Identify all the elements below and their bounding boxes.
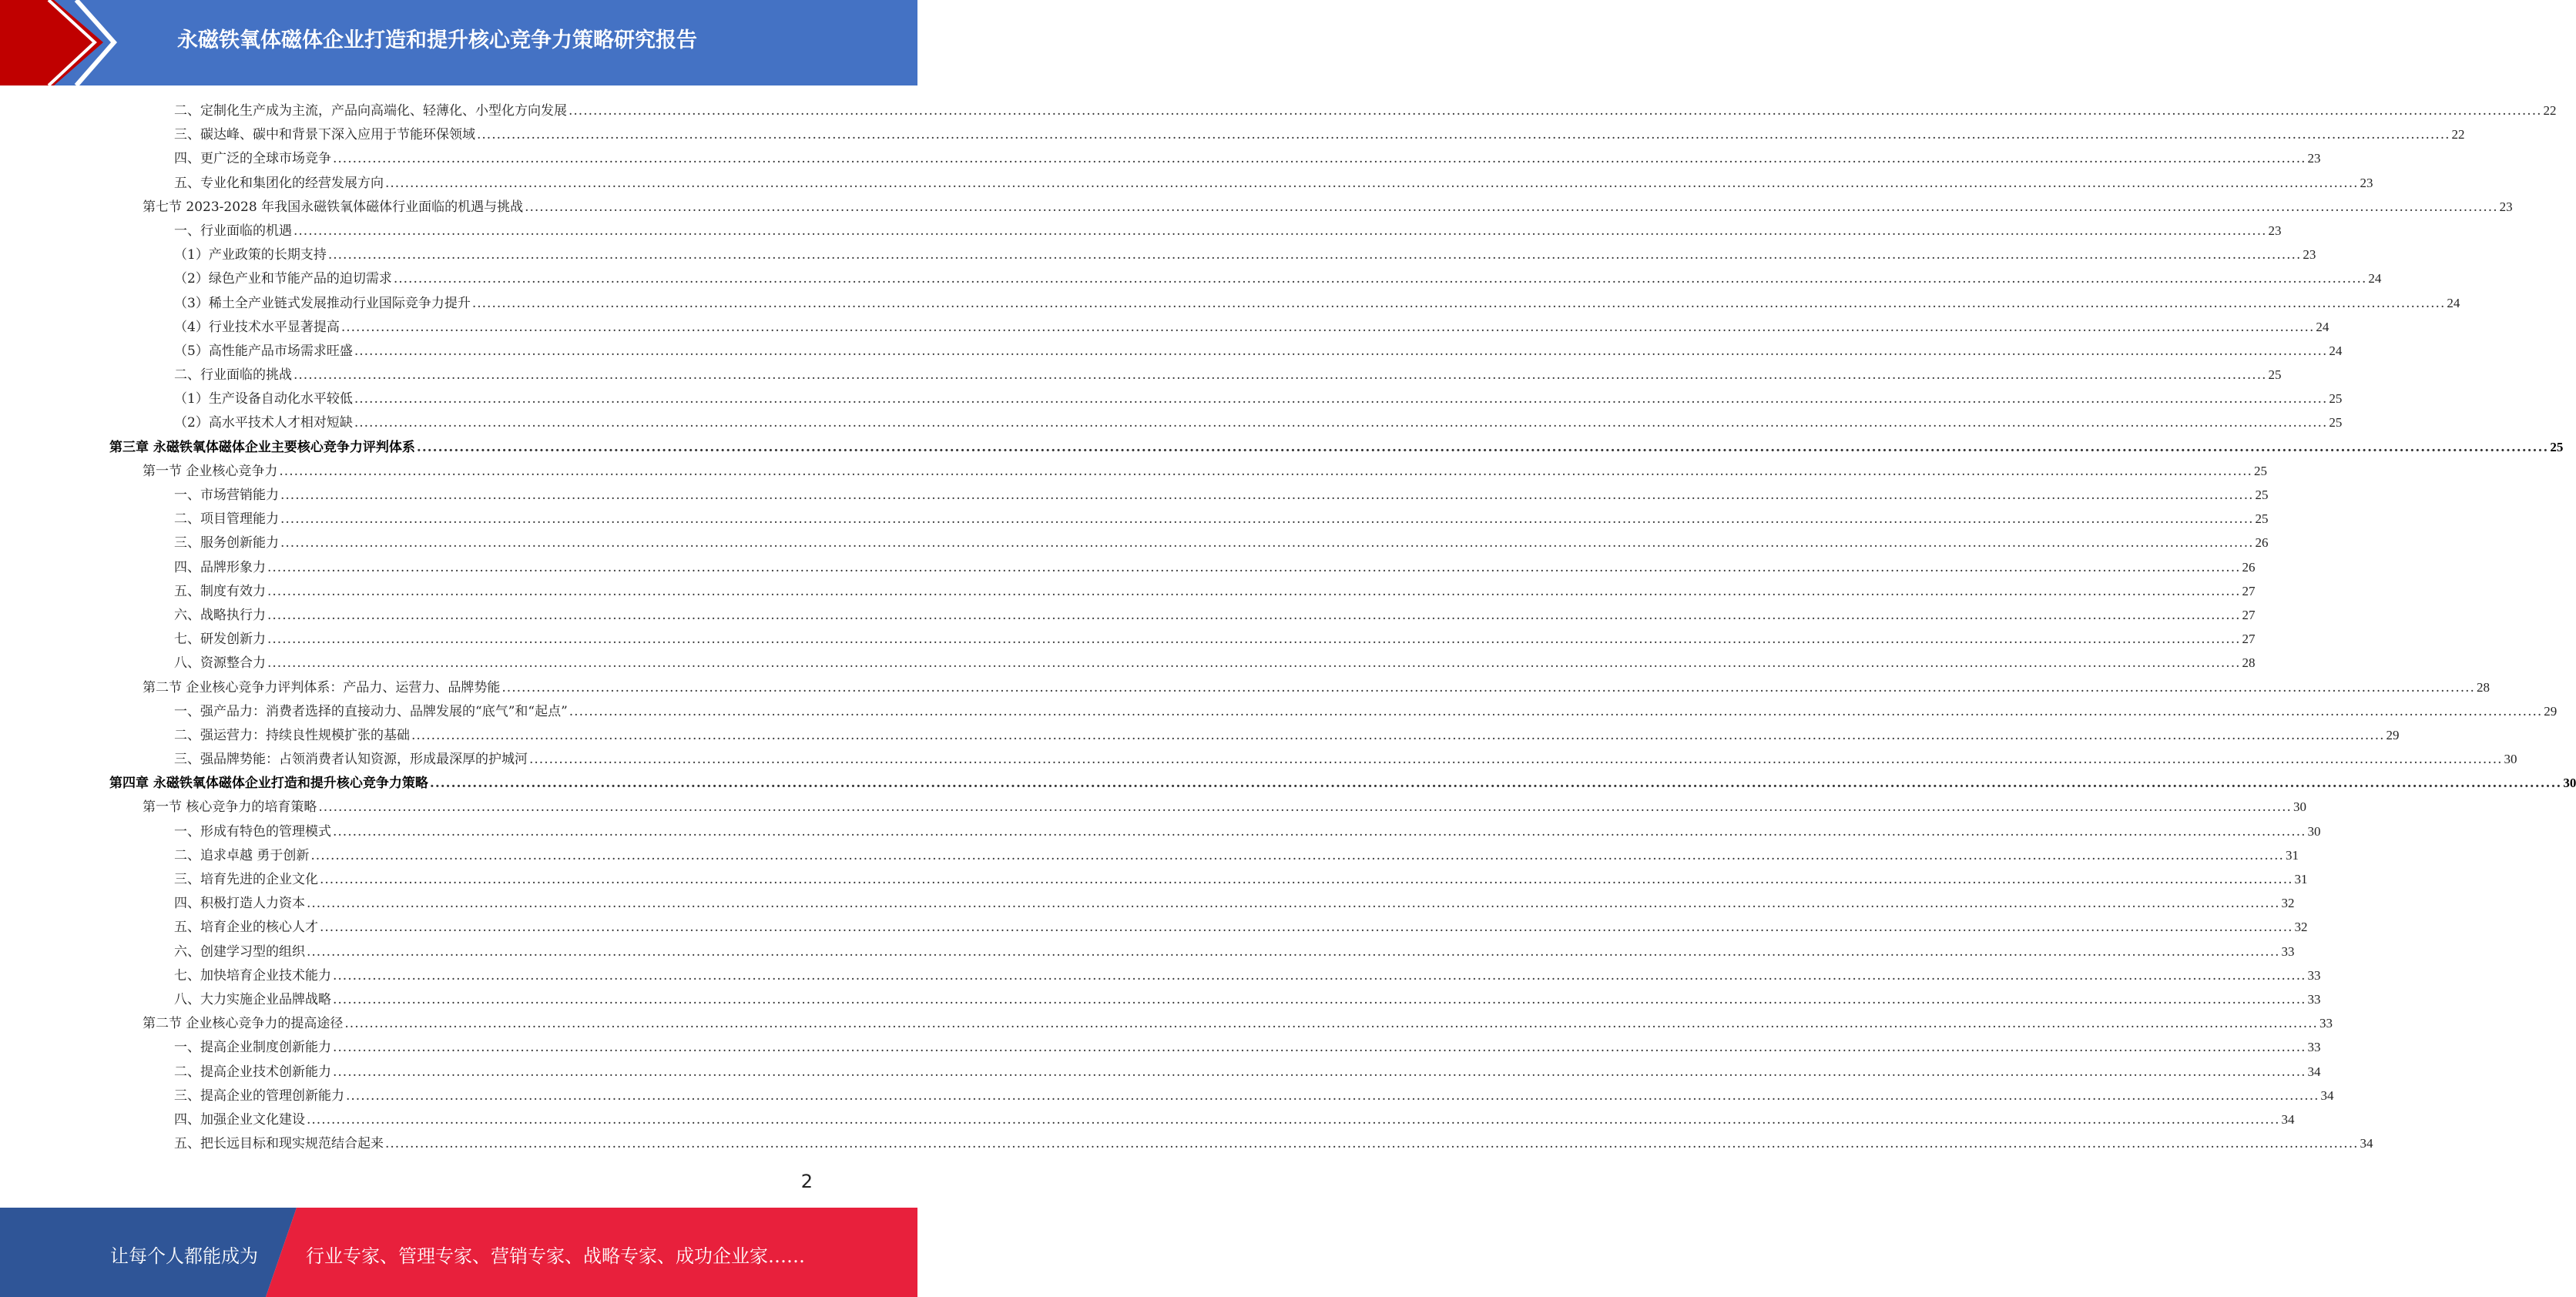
toc-entry[interactable] xyxy=(109,627,2256,651)
toc-entry-page: 25 xyxy=(2255,488,2269,502)
footer-slogan-right: 行业专家、管理专家、营销专家、战略专家、成功企业家…… xyxy=(306,1245,805,1267)
toc-entry[interactable] xyxy=(109,1011,2333,1035)
toc-entry[interactable] xyxy=(109,1131,2373,1155)
dot-leader: ................................................................................................................................................................................................................................................................................................................................................................................................................ xyxy=(569,103,2542,119)
dot-leader: ................................................................................................................................................................................................................................................................................................................................................................................................................ xyxy=(318,799,2292,816)
toc-entry-page: 23 xyxy=(2307,151,2321,166)
toc-entry[interactable] xyxy=(109,99,2557,122)
dot-leader: ................................................................................................................................................................................................................................................................................................................................................................................................................ xyxy=(340,319,2315,335)
toc-entry-page: 34 xyxy=(2281,1111,2295,1127)
toc-entry-title: 五、专业化和集团化的经营发展方向 xyxy=(174,175,384,191)
toc-entry-page: 33 xyxy=(2307,967,2321,983)
toc-entry-page: 31 xyxy=(2294,872,2308,886)
toc-entry[interactable] xyxy=(109,339,2343,363)
dot-leader: ................................................................................................................................................................................................................................................................................................................................................................................................................ xyxy=(354,415,2328,431)
dot-leader: ................................................................................................................................................................................................................................................................................................................................................................................................................ xyxy=(525,199,2498,215)
toc-entry-title: 二、提高企业技术创新能力 xyxy=(174,1064,331,1080)
toc-entry[interactable] xyxy=(109,867,2308,891)
toc-entry[interactable] xyxy=(109,795,2306,819)
dot-leader: ................................................................................................................................................................................................................................................................................................................................................................................................................ xyxy=(416,439,2549,455)
toc-entry[interactable] xyxy=(109,243,2316,266)
dot-leader: ................................................................................................................................................................................................................................................................................................................................................................................................................ xyxy=(569,703,2543,719)
toc-entry-title: 五、培育企业的核心人才 xyxy=(174,920,318,936)
toc-entry-page: 23 xyxy=(2303,247,2316,263)
toc-entry-page: 24 xyxy=(2329,343,2343,358)
toc-entry-page: 34 xyxy=(2307,1064,2321,1079)
toc-entry-title: 一、形成有特色的管理模式 xyxy=(174,823,331,840)
toc-entry[interactable] xyxy=(109,651,2256,675)
toc-entry-page: 27 xyxy=(2242,607,2256,622)
toc-entry-page: 23 xyxy=(2268,223,2282,238)
toc-entry[interactable] xyxy=(109,122,2465,146)
report-title: 永磁铁氧体磁体企业打造和提升核心竞争力策略研究报告 xyxy=(177,28,697,52)
toc-entry-title: 五、制度有效力 xyxy=(174,583,266,599)
toc-entry-title: 三、碳达峰、碳中和背景下深入应用于节能环保领域 xyxy=(174,127,475,143)
toc-entry-title: 二、项目管理能力 xyxy=(174,511,279,528)
toc-entry-title: 五、把长远目标和现实规范结合起来 xyxy=(174,1136,384,1152)
dot-leader: ................................................................................................................................................................................................................................................................................................................................................................................................................ xyxy=(344,1016,2318,1032)
toc-entry[interactable] xyxy=(109,387,2343,411)
toc-entry[interactable] xyxy=(109,675,2490,699)
toc-entry-title: 七、研发创新力 xyxy=(174,632,266,648)
toc-entry-title: 第四章 永磁铁氧体磁体企业打造和提升核心竞争力策略 xyxy=(109,776,428,792)
dot-leader: ................................................................................................................................................................................................................................................................................................................................................................................................................ xyxy=(267,583,2241,599)
toc-entry-title: 四、积极打造人力资本 xyxy=(174,896,305,912)
dot-leader: ................................................................................................................................................................................................................................................................................................................................................................................................................ xyxy=(310,847,2284,863)
toc-entry[interactable] xyxy=(109,411,2343,434)
toc-entry-page: 30 xyxy=(2293,799,2306,815)
toc-entry[interactable] xyxy=(109,146,2321,170)
toc-entry[interactable] xyxy=(109,435,2564,459)
toc-entry-page: 23 xyxy=(2360,175,2373,190)
dot-leader: ................................................................................................................................................................................................................................................................................................................................................................................................................ xyxy=(320,920,2293,936)
dot-leader: ................................................................................................................................................................................................................................................................................................................................................................................................................ xyxy=(393,271,2367,287)
toc-entry[interactable] xyxy=(109,915,2308,939)
toc-entry-title: 第二节 企业核心竞争力评判体系：产品力、运营力、品牌势能 xyxy=(143,679,501,695)
toc-entry-page: 27 xyxy=(2242,632,2256,647)
toc-entry[interactable] xyxy=(109,555,2256,579)
toc-entry-title: 二、定制化生产成为主流，产品向高端化、轻薄化、小型化方向发展 xyxy=(174,103,567,119)
toc-entry-title: 第一节 企业核心竞争力 xyxy=(143,463,278,479)
dot-leader: ................................................................................................................................................................................................................................................................................................................................................................................................................ xyxy=(333,823,2306,840)
toc-entry[interactable] xyxy=(109,940,2295,964)
toc-entry-title: 二、追求卓越 勇于创新 xyxy=(174,847,310,863)
toc-entry-page: 32 xyxy=(2294,920,2308,935)
footer-slogan-left: 让每个人都能成为 xyxy=(110,1245,258,1267)
toc-entry-title: （1）生产设备自动化水平较低 xyxy=(174,391,353,407)
toc-entry[interactable] xyxy=(109,819,2321,843)
toc-entry-page: 34 xyxy=(2360,1136,2373,1151)
dot-leader: ................................................................................................................................................................................................................................................................................................................................................................................................................ xyxy=(279,463,2252,479)
toc-entry-page: 32 xyxy=(2281,896,2295,911)
toc-entry-title: 三、强品牌势能：占领消费者认知资源，形成最深厚的护城河 xyxy=(174,752,528,768)
toc-entry-page: 28 xyxy=(2242,655,2256,671)
toc-entry-page: 25 xyxy=(2329,391,2343,407)
dot-leader: ................................................................................................................................................................................................................................................................................................................................................................................................................ xyxy=(346,1088,2319,1104)
toc-entry-title: 一、行业面临的机遇 xyxy=(174,223,292,239)
toc-entry[interactable] xyxy=(109,699,2558,723)
dot-leader: ................................................................................................................................................................................................................................................................................................................................................................................................................ xyxy=(307,1111,2280,1128)
toc-entry-title: 一、强产品力：消费者选择的直接动力、品牌发展的“底气”和“起点” xyxy=(174,703,568,719)
toc-entry-page: 30 xyxy=(2504,752,2517,767)
dot-leader: ................................................................................................................................................................................................................................................................................................................................................................................................................ xyxy=(471,295,2446,311)
toc-entry-page: 24 xyxy=(2368,271,2382,287)
toc-entry[interactable] xyxy=(109,1035,2321,1059)
toc-entry-title: （4）行业技术水平显著提高 xyxy=(174,319,340,335)
toc-entry[interactable] xyxy=(109,219,2282,243)
dot-leader: ................................................................................................................................................................................................................................................................................................................................................................................................................ xyxy=(267,559,2241,575)
toc-entry[interactable] xyxy=(109,507,2269,531)
toc-entry-page: 33 xyxy=(2307,991,2321,1007)
page-footer xyxy=(0,1208,917,1297)
toc-entry-title: 第三章 永磁铁氧体磁体企业主要核心竞争力评判体系 xyxy=(109,439,415,455)
dot-leader: ................................................................................................................................................................................................................................................................................................................................................................................................................ xyxy=(280,511,2254,528)
toc-entry[interactable] xyxy=(109,315,2329,339)
toc-entry-title: 六、创建学习型的组织 xyxy=(174,943,305,960)
toc-entry-page: 25 xyxy=(2550,439,2564,454)
toc-entry-title: 八、大力实施企业品牌战略 xyxy=(174,991,331,1007)
dot-leader: ................................................................................................................................................................................................................................................................................................................................................................................................................ xyxy=(333,151,2306,167)
toc-entry[interactable] xyxy=(109,1108,2295,1131)
dot-leader: ................................................................................................................................................................................................................................................................................................................................................................................................................ xyxy=(307,896,2280,912)
toc-entry-page: 30 xyxy=(2307,823,2321,839)
dot-leader: ................................................................................................................................................................................................................................................................................................................................................................................................................ xyxy=(354,343,2328,359)
toc-entry-page: 29 xyxy=(2544,703,2558,719)
toc-entry[interactable] xyxy=(109,843,2299,867)
dot-leader: ................................................................................................................................................................................................................................................................................................................................................................................................................ xyxy=(320,872,2293,887)
toc-entry-page: 25 xyxy=(2255,511,2269,527)
dot-leader: ................................................................................................................................................................................................................................................................................................................................................................................................................ xyxy=(307,943,2280,960)
dot-leader: ................................................................................................................................................................................................................................................................................................................................................................................................................ xyxy=(280,488,2254,503)
toc-entry-page: 25 xyxy=(2268,367,2282,383)
dot-leader: ................................................................................................................................................................................................................................................................................................................................................................................................................ xyxy=(529,752,2503,768)
toc-entry-title: 三、服务创新能力 xyxy=(174,535,279,551)
toc-entry-title: 一、市场营销能力 xyxy=(174,488,279,503)
page-number: 2 xyxy=(800,1171,813,1192)
toc-entry[interactable] xyxy=(109,531,2269,555)
toc-entry[interactable] xyxy=(109,1084,2334,1108)
dot-leader: ................................................................................................................................................................................................................................................................................................................................................................................................................ xyxy=(333,1040,2306,1056)
dot-leader: ................................................................................................................................................................................................................................................................................................................................................................................................................ xyxy=(293,223,2267,239)
dot-leader: ................................................................................................................................................................................................................................................................................................................................................................................................................ xyxy=(267,655,2241,672)
toc-entry-title: （1）产业政策的长期支持 xyxy=(174,247,327,263)
toc-entry-title: 一、提高企业制度创新能力 xyxy=(174,1040,331,1056)
dot-leader: ................................................................................................................................................................................................................................................................................................................................................................................................................ xyxy=(267,632,2241,648)
dot-leader: ................................................................................................................................................................................................................................................................................................................................................................................................................ xyxy=(385,175,2359,191)
toc-entry-page: 26 xyxy=(2255,535,2269,551)
toc-entry-page: 34 xyxy=(2320,1088,2334,1103)
toc-entry-page: 26 xyxy=(2242,559,2256,575)
dot-leader: ................................................................................................................................................................................................................................................................................................................................................................................................................ xyxy=(333,1064,2306,1080)
toc-entry[interactable] xyxy=(109,964,2321,987)
toc-entry[interactable] xyxy=(109,459,2267,483)
dot-leader: ................................................................................................................................................................................................................................................................................................................................................................................................................ xyxy=(327,247,2302,263)
toc-entry-title: （5）高性能产品市场需求旺盛 xyxy=(174,343,353,359)
dot-leader: ................................................................................................................................................................................................................................................................................................................................................................................................................ xyxy=(333,991,2306,1007)
toc-entry-page: 22 xyxy=(2451,127,2465,142)
toc-entry-page: 27 xyxy=(2242,583,2256,598)
toc-entry[interactable] xyxy=(109,603,2256,627)
toc-entry-title: 二、行业面临的挑战 xyxy=(174,367,292,384)
dot-leader: ................................................................................................................................................................................................................................................................................................................................................................................................................ xyxy=(354,391,2328,407)
toc-entry-page: 24 xyxy=(2447,295,2460,310)
toc-entry[interactable] xyxy=(109,891,2295,915)
toc-entry-title: 六、战略执行力 xyxy=(174,607,266,623)
dot-leader: ................................................................................................................................................................................................................................................................................................................................................................................................................ xyxy=(501,679,2475,695)
dot-leader: ................................................................................................................................................................................................................................................................................................................................................................................................................ xyxy=(267,607,2241,623)
toc-entry[interactable] xyxy=(109,266,2382,290)
toc-entry-title: 七、加快培育企业技术能力 xyxy=(174,967,331,984)
toc-entry-page: 33 xyxy=(2319,1016,2333,1031)
toc-entry[interactable] xyxy=(109,723,2400,747)
toc-entry[interactable] xyxy=(109,171,2373,195)
toc-entry-page: 23 xyxy=(2499,199,2513,214)
toc-entry-page: 28 xyxy=(2476,679,2490,695)
dot-leader: ................................................................................................................................................................................................................................................................................................................................................................................................................ xyxy=(333,967,2306,984)
toc-entry[interactable] xyxy=(109,1060,2321,1084)
toc-entry[interactable] xyxy=(109,195,2513,219)
toc-entry-title: （2）绿色产业和节能产品的迫切需求 xyxy=(174,271,392,287)
toc-entry[interactable] xyxy=(109,579,2256,603)
toc-entry-title: 八、资源整合力 xyxy=(174,655,266,672)
toc-entry-title: 三、提高企业的管理创新能力 xyxy=(174,1088,344,1104)
toc-entry[interactable] xyxy=(109,363,2282,387)
toc-entry[interactable] xyxy=(109,771,2576,795)
toc-entry-page: 22 xyxy=(2543,103,2557,118)
dot-leader: ................................................................................................................................................................................................................................................................................................................................................................................................................ xyxy=(411,727,2385,743)
toc-entry[interactable] xyxy=(109,987,2321,1011)
toc-entry-title: （3）稀土全产业链式发展推动行业国际竞争力提升 xyxy=(174,295,471,311)
dot-leader: ................................................................................................................................................................................................................................................................................................................................................................................................................ xyxy=(293,367,2267,384)
toc-entry-page: 24 xyxy=(2316,319,2329,334)
toc-entry-title: 四、加强企业文化建设 xyxy=(174,1111,305,1128)
toc-entry-title: （2）高水平技术人才相对短缺 xyxy=(174,415,353,431)
toc-entry-page: 31 xyxy=(2285,847,2299,863)
toc-entry-page: 25 xyxy=(2329,415,2343,431)
toc-entry-page: 29 xyxy=(2386,727,2400,742)
toc-entry-page: 33 xyxy=(2281,943,2295,959)
dot-leader: ................................................................................................................................................................................................................................................................................................................................................................................................................ xyxy=(385,1136,2359,1152)
toc-entry-page: 25 xyxy=(2253,463,2267,478)
toc-entry[interactable] xyxy=(109,483,2269,507)
toc-entry-title: 四、品牌形象力 xyxy=(174,559,266,575)
toc-entry-title: 二、强运营力：持续良性规模扩张的基础 xyxy=(174,727,410,743)
dot-leader: ................................................................................................................................................................................................................................................................................................................................................................................................................ xyxy=(429,776,2562,792)
dot-leader: ................................................................................................................................................................................................................................................................................................................................................................................................................ xyxy=(477,127,2450,143)
toc-entry-title: 三、培育先进的企业文化 xyxy=(174,872,318,887)
toc-entry-page: 30 xyxy=(2563,776,2576,791)
table-of-contents xyxy=(109,99,2576,1155)
toc-entry-title: 四、更广泛的全球市场竞争 xyxy=(174,151,331,167)
toc-entry-title: 第七节 2023-2028 年我国永磁铁氧体磁体行业面临的机遇与挑战 xyxy=(143,199,524,215)
toc-entry-title: 第一节 核心竞争力的培育策略 xyxy=(143,799,317,816)
toc-entry-page: 33 xyxy=(2307,1040,2321,1055)
toc-entry[interactable] xyxy=(109,291,2460,315)
toc-entry[interactable] xyxy=(109,747,2517,771)
page-header xyxy=(0,0,917,85)
dot-leader: ................................................................................................................................................................................................................................................................................................................................................................................................................ xyxy=(280,535,2254,551)
toc-entry-title: 第二节 企业核心竞争力的提高途径 xyxy=(143,1016,344,1032)
